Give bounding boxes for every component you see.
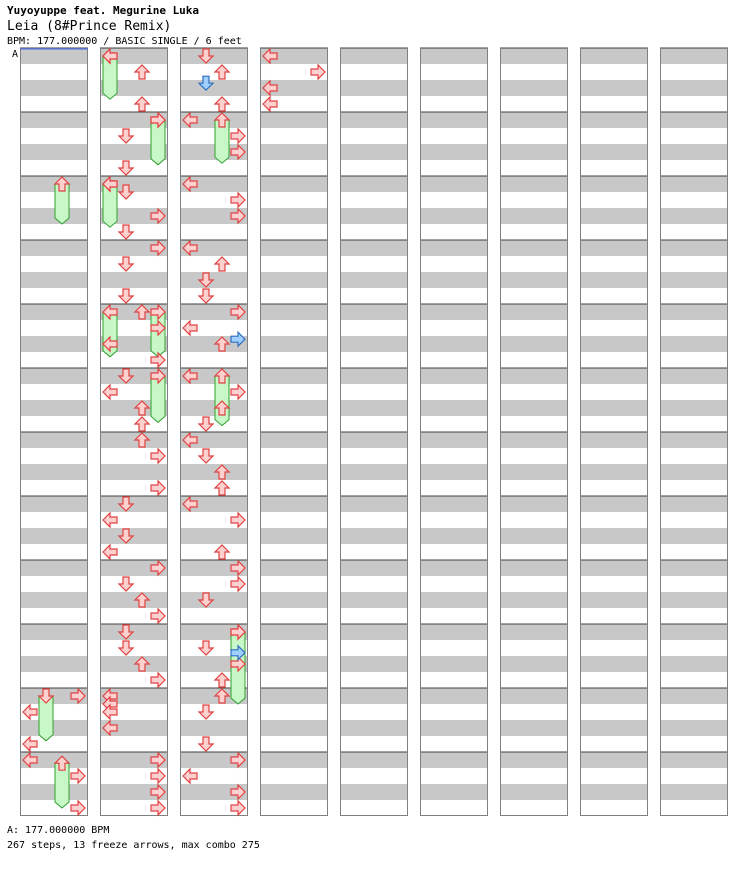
beat-stripe bbox=[260, 560, 328, 576]
beat-stripe bbox=[20, 560, 88, 576]
beat-stripe bbox=[660, 400, 728, 416]
beat-stripe bbox=[260, 176, 328, 192]
beat-stripe bbox=[660, 368, 728, 384]
chart-column bbox=[660, 48, 728, 816]
beat-stripe bbox=[500, 336, 568, 352]
chart-column bbox=[580, 48, 648, 816]
beat-stripe bbox=[500, 624, 568, 640]
beat-stripe bbox=[340, 176, 408, 192]
beat-stripe bbox=[180, 80, 248, 96]
beat-stripe bbox=[340, 112, 408, 128]
chart-column bbox=[340, 48, 408, 816]
beat-stripe bbox=[420, 272, 488, 288]
beat-stripe bbox=[420, 720, 488, 736]
beat-stripe bbox=[20, 432, 88, 448]
beat-stripe bbox=[20, 48, 88, 64]
beat-stripe bbox=[340, 784, 408, 800]
beat-stripe bbox=[420, 208, 488, 224]
song-artist: Yuyoyuppe feat. Megurine Luka bbox=[7, 4, 200, 17]
beat-stripe bbox=[260, 720, 328, 736]
beat-stripe bbox=[660, 304, 728, 320]
beat-stripe bbox=[660, 336, 728, 352]
beat-stripe bbox=[340, 80, 408, 96]
beat-stripe bbox=[340, 304, 408, 320]
beat-stripe bbox=[660, 784, 728, 800]
beat-stripe bbox=[180, 400, 248, 416]
beat-stripe bbox=[500, 496, 568, 512]
beat-stripe bbox=[260, 688, 328, 704]
beat-stripe bbox=[260, 208, 328, 224]
beat-stripe bbox=[20, 176, 88, 192]
beat-stripe bbox=[660, 48, 728, 64]
beat-stripe bbox=[20, 592, 88, 608]
beat-stripe bbox=[420, 240, 488, 256]
beat-stripe bbox=[420, 432, 488, 448]
chart-column bbox=[420, 48, 488, 816]
beat-stripe bbox=[500, 48, 568, 64]
chart-summary: 267 steps, 13 freeze arrows, max combo 275 bbox=[7, 840, 260, 851]
beat-stripe bbox=[660, 496, 728, 512]
beat-stripe bbox=[500, 560, 568, 576]
beat-stripe bbox=[660, 176, 728, 192]
beat-stripe bbox=[340, 560, 408, 576]
beat-stripe bbox=[420, 592, 488, 608]
beat-stripe bbox=[420, 560, 488, 576]
beat-stripe bbox=[20, 784, 88, 800]
beat-stripe bbox=[500, 176, 568, 192]
beat-stripe bbox=[340, 368, 408, 384]
beat-stripe bbox=[20, 304, 88, 320]
beat-stripe bbox=[500, 304, 568, 320]
beat-stripe bbox=[500, 240, 568, 256]
beat-stripe bbox=[580, 400, 648, 416]
beat-stripe bbox=[20, 496, 88, 512]
beat-stripe bbox=[580, 784, 648, 800]
beat-stripe bbox=[660, 80, 728, 96]
beat-stripe bbox=[580, 592, 648, 608]
beat-stripe bbox=[180, 272, 248, 288]
beat-stripe bbox=[420, 752, 488, 768]
beat-stripe bbox=[340, 656, 408, 672]
beat-stripe bbox=[500, 112, 568, 128]
beat-stripe bbox=[260, 272, 328, 288]
beat-stripe bbox=[660, 240, 728, 256]
beat-stripe bbox=[20, 80, 88, 96]
beat-stripe bbox=[420, 656, 488, 672]
beat-stripe bbox=[20, 272, 88, 288]
beat-stripe bbox=[580, 528, 648, 544]
beat-stripe bbox=[500, 400, 568, 416]
beat-stripe bbox=[340, 48, 408, 64]
beat-stripe bbox=[20, 240, 88, 256]
bpm-legend: A: 177.000000 BPM bbox=[7, 825, 110, 836]
beat-stripe bbox=[260, 592, 328, 608]
beat-stripe bbox=[260, 432, 328, 448]
beat-stripe bbox=[500, 720, 568, 736]
beat-stripe bbox=[580, 112, 648, 128]
beat-stripe bbox=[340, 240, 408, 256]
beat-stripe bbox=[260, 144, 328, 160]
beat-stripe bbox=[420, 368, 488, 384]
beat-stripe bbox=[660, 656, 728, 672]
beat-stripe bbox=[180, 592, 248, 608]
beat-stripe bbox=[660, 528, 728, 544]
bpm-marker: A bbox=[12, 49, 19, 60]
beat-stripe bbox=[340, 432, 408, 448]
beat-stripe bbox=[500, 752, 568, 768]
beat-stripe bbox=[660, 272, 728, 288]
beat-stripe bbox=[420, 400, 488, 416]
beat-stripe bbox=[340, 592, 408, 608]
beat-stripe bbox=[100, 624, 168, 640]
beat-stripe bbox=[20, 336, 88, 352]
beat-stripe bbox=[660, 592, 728, 608]
beat-stripe bbox=[500, 144, 568, 160]
chart-column bbox=[500, 48, 568, 816]
beat-stripe bbox=[660, 432, 728, 448]
beat-stripe bbox=[500, 528, 568, 544]
beat-stripe bbox=[340, 624, 408, 640]
beat-stripe bbox=[20, 528, 88, 544]
chart-column bbox=[260, 48, 328, 816]
beat-stripe bbox=[420, 784, 488, 800]
beat-stripe bbox=[180, 464, 248, 480]
beat-stripe bbox=[580, 496, 648, 512]
beat-stripe bbox=[260, 112, 328, 128]
beat-stripe bbox=[420, 144, 488, 160]
beat-stripe bbox=[580, 464, 648, 480]
beat-stripe bbox=[260, 304, 328, 320]
beat-stripe bbox=[260, 784, 328, 800]
beat-stripe bbox=[420, 48, 488, 64]
beat-stripe bbox=[260, 656, 328, 672]
beat-stripe bbox=[100, 528, 168, 544]
beat-stripe bbox=[20, 624, 88, 640]
beat-stripe bbox=[20, 464, 88, 480]
beat-stripe bbox=[660, 208, 728, 224]
beat-stripe bbox=[340, 688, 408, 704]
beat-stripe bbox=[260, 528, 328, 544]
beat-stripe bbox=[660, 752, 728, 768]
beat-stripe bbox=[340, 528, 408, 544]
beat-stripe bbox=[500, 80, 568, 96]
beat-stripe bbox=[340, 720, 408, 736]
beat-stripe bbox=[260, 400, 328, 416]
beat-stripe bbox=[340, 272, 408, 288]
beat-stripe bbox=[500, 464, 568, 480]
beat-stripe bbox=[580, 560, 648, 576]
beat-stripe bbox=[340, 464, 408, 480]
beat-stripe bbox=[420, 464, 488, 480]
beat-stripe bbox=[100, 272, 168, 288]
beat-stripe bbox=[20, 112, 88, 128]
beat-stripe bbox=[580, 272, 648, 288]
beat-stripe bbox=[420, 176, 488, 192]
beat-stripe bbox=[580, 336, 648, 352]
beat-stripe bbox=[420, 112, 488, 128]
beat-stripe bbox=[500, 368, 568, 384]
beat-stripe bbox=[260, 752, 328, 768]
beat-stripe bbox=[340, 496, 408, 512]
beat-stripe bbox=[20, 368, 88, 384]
beat-stripe bbox=[660, 560, 728, 576]
beat-stripe bbox=[260, 496, 328, 512]
song-title: Leia (8#Prince Remix) bbox=[7, 19, 172, 34]
beat-stripe bbox=[580, 432, 648, 448]
beat-stripe bbox=[340, 400, 408, 416]
beat-stripe bbox=[660, 720, 728, 736]
beat-stripe bbox=[20, 400, 88, 416]
beat-stripe bbox=[580, 688, 648, 704]
beat-stripe bbox=[500, 272, 568, 288]
beat-stripe bbox=[20, 720, 88, 736]
beat-stripe bbox=[100, 464, 168, 480]
beat-stripe bbox=[340, 336, 408, 352]
beat-stripe bbox=[100, 592, 168, 608]
chart-info: BPM: 177.000000 / BASIC SINGLE / 6 feet bbox=[7, 36, 242, 47]
beat-stripe bbox=[580, 80, 648, 96]
beat-stripe bbox=[500, 688, 568, 704]
beat-stripe bbox=[580, 304, 648, 320]
beat-stripe bbox=[100, 432, 168, 448]
beat-stripe bbox=[340, 208, 408, 224]
beat-stripe bbox=[420, 528, 488, 544]
beat-stripe bbox=[420, 304, 488, 320]
beat-stripe bbox=[580, 720, 648, 736]
beat-stripe bbox=[580, 752, 648, 768]
beat-stripe bbox=[580, 208, 648, 224]
beat-stripe bbox=[660, 624, 728, 640]
beat-stripe bbox=[100, 496, 168, 512]
beat-stripe bbox=[500, 656, 568, 672]
beat-stripe bbox=[660, 464, 728, 480]
beat-stripe bbox=[580, 144, 648, 160]
beat-stripe bbox=[660, 112, 728, 128]
beat-stripe bbox=[500, 784, 568, 800]
beat-stripe bbox=[420, 688, 488, 704]
beat-stripe bbox=[180, 720, 248, 736]
beat-stripe bbox=[180, 48, 248, 64]
beat-stripe bbox=[20, 656, 88, 672]
beat-stripe bbox=[420, 624, 488, 640]
beat-stripe bbox=[260, 368, 328, 384]
beat-stripe bbox=[420, 336, 488, 352]
beat-stripe bbox=[100, 656, 168, 672]
beat-stripe bbox=[500, 432, 568, 448]
beat-stripe bbox=[260, 336, 328, 352]
beat-stripe bbox=[660, 688, 728, 704]
beat-stripe bbox=[20, 208, 88, 224]
beat-stripe bbox=[260, 240, 328, 256]
beat-stripe bbox=[580, 176, 648, 192]
beat-stripe bbox=[500, 208, 568, 224]
beat-stripe bbox=[660, 144, 728, 160]
beat-stripe bbox=[180, 528, 248, 544]
beat-stripe bbox=[580, 240, 648, 256]
beat-stripe bbox=[580, 624, 648, 640]
beat-stripe bbox=[340, 752, 408, 768]
beat-stripe bbox=[580, 656, 648, 672]
beat-stripe bbox=[260, 464, 328, 480]
beat-stripe bbox=[20, 144, 88, 160]
beat-stripe bbox=[500, 592, 568, 608]
beat-stripe bbox=[580, 48, 648, 64]
beat-stripe bbox=[340, 144, 408, 160]
beat-stripe bbox=[580, 368, 648, 384]
beat-stripe bbox=[420, 80, 488, 96]
beat-stripe bbox=[420, 496, 488, 512]
beat-stripe bbox=[260, 624, 328, 640]
